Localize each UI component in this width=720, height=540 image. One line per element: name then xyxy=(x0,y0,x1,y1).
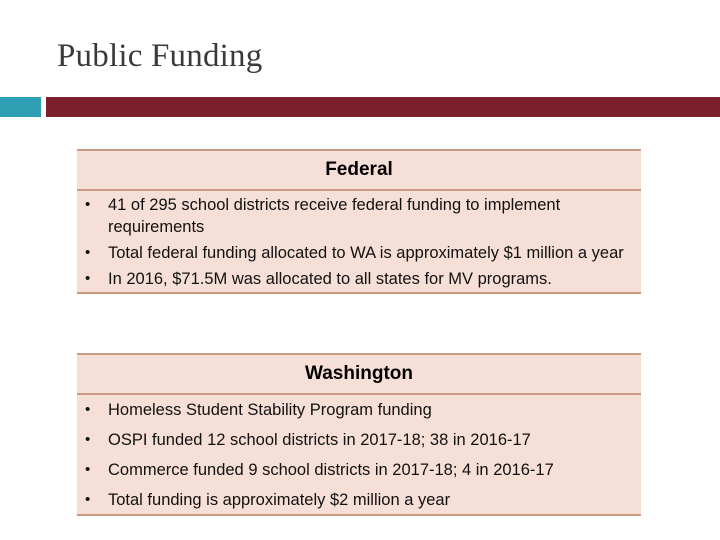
accent-bar-teal xyxy=(0,97,41,117)
federal-bullet-text: In 2016, $71.5M was allocated to all states for MV programs. xyxy=(108,270,552,288)
federal-bullet-text: 41 of 295 school districts receive federal funding to implement requirements xyxy=(108,196,561,236)
bullet-dot-icon: • xyxy=(85,244,91,261)
washington-bullet-text: Homeless Student Stability Program funding xyxy=(108,401,432,419)
list-item xyxy=(77,194,641,238)
bullet-dot-icon: • xyxy=(85,401,91,418)
list-item xyxy=(77,268,641,290)
bullet-dot-icon: • xyxy=(85,491,91,508)
federal-heading: Federal xyxy=(77,151,641,191)
list-item xyxy=(77,399,641,421)
list-item xyxy=(77,242,641,264)
washington-table xyxy=(77,353,641,516)
accent-bar-red xyxy=(46,97,720,117)
federal-bullet-list xyxy=(77,191,641,292)
bullet-dot-icon: • xyxy=(85,461,91,478)
federal-table xyxy=(77,149,641,294)
bullet-dot-icon: • xyxy=(85,431,91,448)
list-item xyxy=(77,489,641,511)
washington-bullet-text: Commerce funded 9 school districts in 2017-18; 4 in 2016-17 xyxy=(108,461,554,479)
washington-bullet-list xyxy=(77,395,641,514)
washington-heading: Washington xyxy=(77,355,641,395)
federal-bullet-text: Total federal funding allocated to WA is approximately $1 million a year xyxy=(108,244,624,262)
bullet-dot-icon: • xyxy=(85,270,91,287)
list-item xyxy=(77,429,641,451)
page-title: Public Funding xyxy=(57,38,263,74)
washington-bullet-text: OSPI funded 12 school districts in 2017-18; 38 in 2016-17 xyxy=(108,431,531,449)
list-item xyxy=(77,459,641,481)
bullet-dot-icon: • xyxy=(85,196,91,213)
washington-bullet-text: Total funding is approximately $2 million a year xyxy=(108,491,451,509)
